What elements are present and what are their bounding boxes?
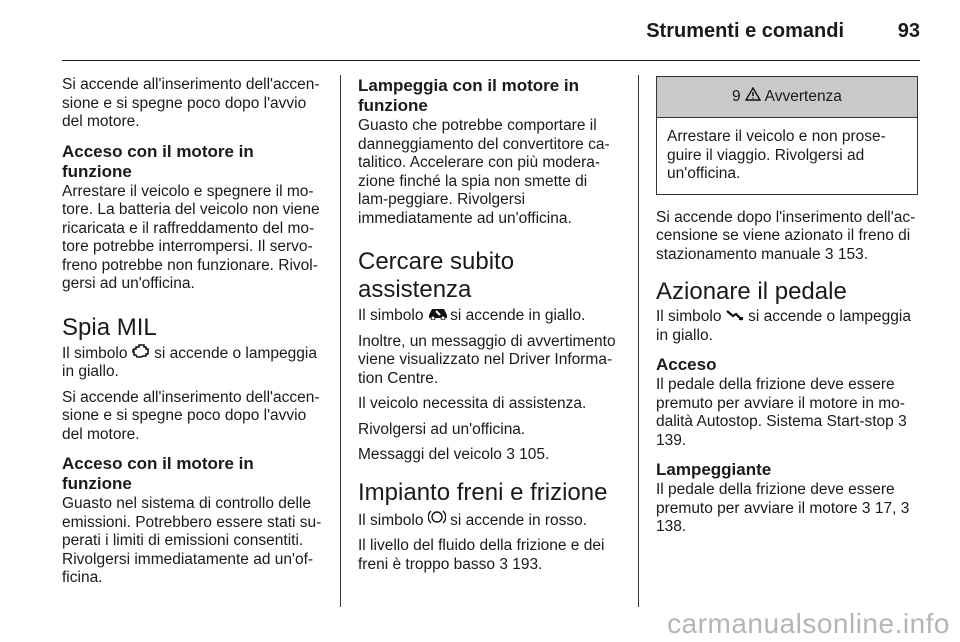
chapter-heading: Impianto freni e frizione xyxy=(358,478,608,506)
warning-header xyxy=(657,77,917,118)
paragraph: Il pedale della frizione deve essere premuto per avviare il motore in mo-dalità Autostop. Sistema Start-stop 3 139. xyxy=(656,376,907,449)
paragraph: Inoltre, un messaggio di avvertimento viene visualizzato nel Driver Informa-tion Centre. xyxy=(358,332,616,387)
clutch-pedal-icon xyxy=(726,308,744,327)
section-heading: Acceso xyxy=(656,355,717,374)
column-left xyxy=(62,76,324,595)
page-ref[interactable]: 105. xyxy=(519,446,550,463)
paragraph: Il simbolo si accende o lampeggia in giallo. xyxy=(656,308,911,344)
paragraph: Il livello del fluido della frizione e dei freni è troppo basso 3 193. xyxy=(358,537,605,573)
column-divider xyxy=(340,75,341,607)
warning-title: Avvertenza xyxy=(764,87,842,105)
paragraph: Guasto che potrebbe comportare il danneggiamento del convertitore ca-talitico. Accelerare con più modera-zione finché la spia non smette di lam-peggiare. Rivolgersi immediatamente ad un'officina. xyxy=(358,117,610,227)
page-ref[interactable]: 153. xyxy=(837,245,868,263)
column-right xyxy=(656,76,918,544)
page-ref-arrow: 3 xyxy=(506,446,515,463)
page-ref[interactable]: 138. xyxy=(656,518,687,535)
engine-check-icon xyxy=(132,344,150,364)
paragraph: Il pedale della frizione deve essere premuto per avviare il motore 3 17, 3 138. xyxy=(656,481,910,535)
page-ref[interactable]: 139. xyxy=(656,431,687,449)
paragraph: Rivolgersi ad un'officina. xyxy=(358,420,526,438)
section-heading: Lampeggiante xyxy=(656,460,772,479)
page-ref[interactable]: 193. xyxy=(512,555,543,573)
paragraph: Guasto nel sistema di controllo delle emissioni. Potrebbero essere stati su-perati i limiti di emissioni consentiti. Rivolgersi immediatamente ad un'of-ficina. xyxy=(62,495,322,586)
chapter-heading: Azionare il pedale xyxy=(656,278,847,305)
page-title: Strumenti e comandi xyxy=(646,20,844,42)
paragraph: Si accende all'inserimento dell'accen-sione e si spegne poco dopo l'avvio del motore. xyxy=(62,76,320,130)
chapter-heading: Cercare subito assistenza xyxy=(358,248,515,303)
column-middle xyxy=(358,76,620,581)
warning-icon xyxy=(745,87,761,107)
section-heading: Acceso con il motore in funzione xyxy=(62,454,254,493)
brake-warning-icon xyxy=(428,509,446,531)
page-ref-arrow: 3 xyxy=(499,555,508,573)
paragraph: Si accende all'inserimento dell'accen-sione e si spegne poco dopo l'avvio del motore. xyxy=(62,388,320,443)
car-wrench-icon xyxy=(428,306,446,326)
watermark: carmanualsonline.info xyxy=(667,608,950,639)
column-divider xyxy=(638,75,639,607)
paragraph: Il simbolo si accende o lampeggia in giallo. xyxy=(62,344,317,380)
paragraph: Il veicolo necessita di assistenza. xyxy=(358,395,587,412)
section-heading: Lampeggia con il motore in funzione xyxy=(358,76,580,115)
paragraph: Messaggi del veicolo 3 105. xyxy=(358,446,550,463)
warning-number: 9 xyxy=(732,87,741,105)
paragraph: Arrestare il veicolo e spegnere il mo-tore. La batteria del veicolo non viene ricaricata e il raffreddamento del mo-tore potrebbe interrompersi. Il servo-freno potrebbe non funzionare. Rivol-gersi ad un'officina. xyxy=(62,182,320,292)
page-ref[interactable]: 17, xyxy=(874,499,897,517)
section-heading: Acceso con il motore in funzione xyxy=(62,141,254,181)
paragraph: Il simbolo si accende in rosso. xyxy=(358,509,620,531)
page-ref-arrow: 3 xyxy=(900,499,910,517)
warning-text: Arrestare il veicolo e non prose-guire il viaggio. Rivolgersi ad un'officina. xyxy=(667,128,886,182)
warning-box xyxy=(656,76,918,195)
paragraph: Il simbolo si accende in giallo. xyxy=(358,307,586,324)
page-header xyxy=(62,14,920,61)
page-number: 93 xyxy=(897,20,920,42)
paragraph: Si accende dopo l'inserimento dell'ac-censione se viene azionato il freno di stazionamento manuale 3 153. xyxy=(656,208,916,263)
chapter-heading: Spia MIL xyxy=(62,313,157,341)
page-ref-arrow: 3 xyxy=(861,499,871,517)
page-ref-arrow: 3 xyxy=(898,413,907,430)
page-ref-arrow: 3 xyxy=(824,245,834,263)
